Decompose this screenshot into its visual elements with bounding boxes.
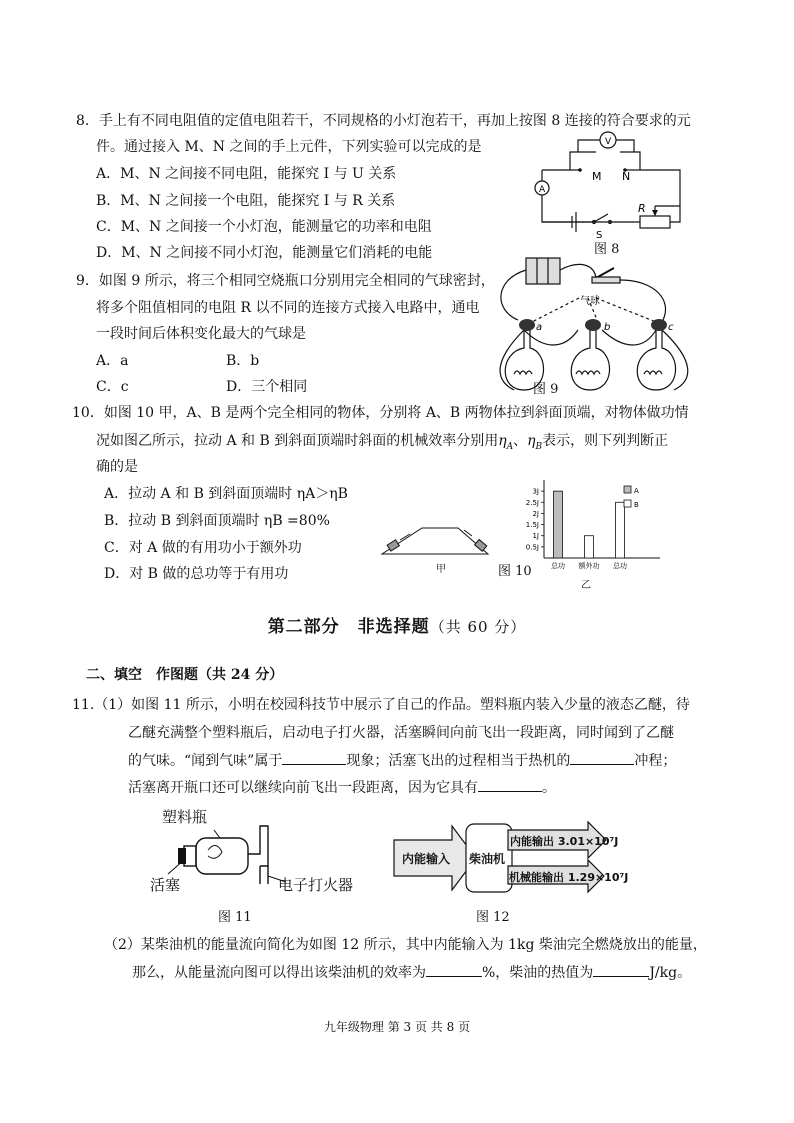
y-tick-label: 1.5J: [525, 521, 539, 530]
blank-property[interactable]: [478, 777, 542, 792]
y-tick-label: 2J: [532, 509, 539, 518]
q11-p1-line3: 的气味。“闻到气味”属于 现象；活塞飞出的过程相当于热机的 冲程；: [128, 750, 676, 770]
q8-stem-line1: 8．手上有不同电阻值的定值电阻若干，不同规格的小灯泡若干，再加上按图 8 连接的符合要求的元: [76, 113, 691, 129]
figure-10-incline: [380, 520, 495, 560]
q8-stem-line2: 件。通过接入 M、N 之间的手上元件，下列实验可以完成的是: [96, 139, 482, 155]
flask-a-label: a: [536, 322, 543, 333]
fig12-mechanical-output: 机械能输出 1.29×10⁷J: [509, 871, 629, 884]
bar-b-1: [585, 536, 594, 558]
fig12-engine-label: 柴油机: [469, 852, 506, 866]
figure-11-caption: 图 11: [218, 910, 252, 925]
q9-stem-line3: 一段时间后体积变化最大的气球是: [96, 326, 306, 342]
q11-p2-line2: 那么，从能量流向图可以得出该柴油机的效率为 %，柴油的热值为 J/kg。: [132, 962, 691, 982]
q11-p2-line1: （2）某柴油机的能量流向简化为如图 12 所示，其中内能输入为 1kg 柴油完全燃烧放出的能量，: [104, 937, 707, 953]
q9-stem-line1: 9．如图 9 所示，将三个相同空烧瓶口分别用完全相同的气球密封，: [76, 273, 495, 289]
fig12-input-label: 内能输入: [402, 852, 451, 866]
legend-b-swatch: [624, 500, 631, 507]
q10-stem-line3: 确的是: [96, 459, 138, 475]
q9-option-b: B．b: [226, 353, 260, 369]
bar-b-2: [616, 502, 625, 558]
q10-stem-line1: 10．如图 10 甲，A、B 是两个完全相同的物体，分别将 A、B 两物体拉到斜面顶端，对物体做功情: [72, 405, 689, 421]
y-tick-label: 1J: [532, 532, 539, 541]
q11-p1-line4: 活塞离开瓶口还可以继续向前飞出一段距离，因为它具有 。: [128, 777, 556, 797]
legend-a-label: A: [634, 487, 639, 495]
q8-option-a: A．M、N 之间接不同电阻，能探究 I 与 U 关系: [96, 166, 397, 182]
figure-10-caption: 图 10: [498, 564, 532, 579]
figure-9-flasks: [484, 250, 704, 400]
section-title: 第二部分 非选择题（共 60 分）: [267, 617, 527, 637]
q9-option-c: C．c: [96, 379, 129, 395]
figure-12-caption: 图 12: [476, 910, 510, 925]
figure-8-caption: 图 8: [594, 242, 620, 257]
figure-8-circuit: [530, 130, 700, 255]
q9-option-a: A．a: [96, 353, 129, 369]
page-footer: 九年级物理 第 3 页 共 8 页: [323, 1020, 471, 1034]
y-tick-label: 3J: [532, 487, 539, 496]
blank-efficiency[interactable]: [426, 962, 482, 977]
x-category-label: 总功: [551, 562, 565, 570]
q8-option-c: C．M、N 之间接一个小灯泡，能测量它的功率和电阻: [96, 219, 432, 235]
fig12-internal-output: 内能输出 3.01×10⁷J: [510, 835, 619, 848]
blank-stroke[interactable]: [570, 750, 634, 765]
q11-p1-line1: 11.（1）如图 11 所示，小明在校园科技节中展示了自己的作品。塑料瓶内装入少量的液态乙醚，待: [72, 697, 690, 713]
fig11-igniter-label: 电子打火器: [278, 876, 354, 894]
ammeter-label: A: [539, 185, 546, 195]
terminal-m-label: M: [592, 170, 602, 183]
q10-stem-line2: 况如图乙所示，拉动 A 和 B 到斜面顶端时斜面的机械效率分别用$\eta_A$、$\eta_B$表示，则下列判断正: [96, 433, 669, 452]
fig11-bottle-label: 塑料瓶: [162, 808, 208, 826]
q8-option-d: D．M、N 之间接不同小灯泡，能测量它们消耗的电能: [96, 245, 433, 261]
q10-option-a: A．拉动 A 和 B 到斜面顶端时 ηA＞ηB: [104, 486, 348, 502]
flask-c-label: c: [668, 322, 674, 333]
flask-b-label: b: [604, 322, 611, 333]
q9-option-d: D．三个相同: [226, 379, 308, 395]
q10-option-d: D．对 B 做的总功等于有用功: [104, 566, 289, 582]
y-tick-label: 2.5J: [525, 498, 539, 507]
x-category-label: 额外功: [578, 562, 600, 570]
q8-option-b: B．M、N 之间接一个电阻，能探究 I 与 R 关系: [96, 193, 396, 209]
bar-a-0: [554, 491, 563, 558]
part2-heading: 二、填空 作图题（共 24 分）: [86, 667, 284, 683]
piston-icon: [178, 848, 186, 864]
blank-phenomenon[interactable]: [282, 750, 346, 765]
q10-option-b: B．拉动 B 到斜面顶端时 ηB =80%: [104, 513, 330, 529]
blank-heat-value[interactable]: [593, 962, 649, 977]
terminal-n-label: N: [622, 170, 631, 183]
switch-label: S: [596, 230, 603, 241]
legend-a-swatch: [624, 486, 631, 493]
balloon-label: 气球: [580, 296, 600, 307]
legend-b-label: B: [634, 501, 639, 509]
fig11-piston-label: 活塞: [150, 876, 181, 894]
rheostat-label: R: [638, 202, 646, 215]
y-tick-label: 0.5J: [525, 543, 539, 552]
x-category-label: 总功: [613, 562, 627, 570]
figure-10-yi-caption: 乙: [581, 580, 591, 591]
q10-option-c: C．对 A 做的有用功小于额外功: [104, 540, 302, 556]
q9-stem-line2: 将多个阻值相同的电阻 R 以不同的连接方式接入电路中，通电: [96, 300, 480, 316]
q11-p1-line2: 乙醚充满整个塑料瓶后，启动电子打火器，活塞瞬间向前飞出一段距离，同时闻到了乙醚: [128, 725, 674, 741]
voltmeter-label: V: [605, 137, 612, 147]
figure-10-jia-caption: 甲: [436, 564, 446, 575]
figure-9-caption: 图 9: [533, 382, 559, 397]
